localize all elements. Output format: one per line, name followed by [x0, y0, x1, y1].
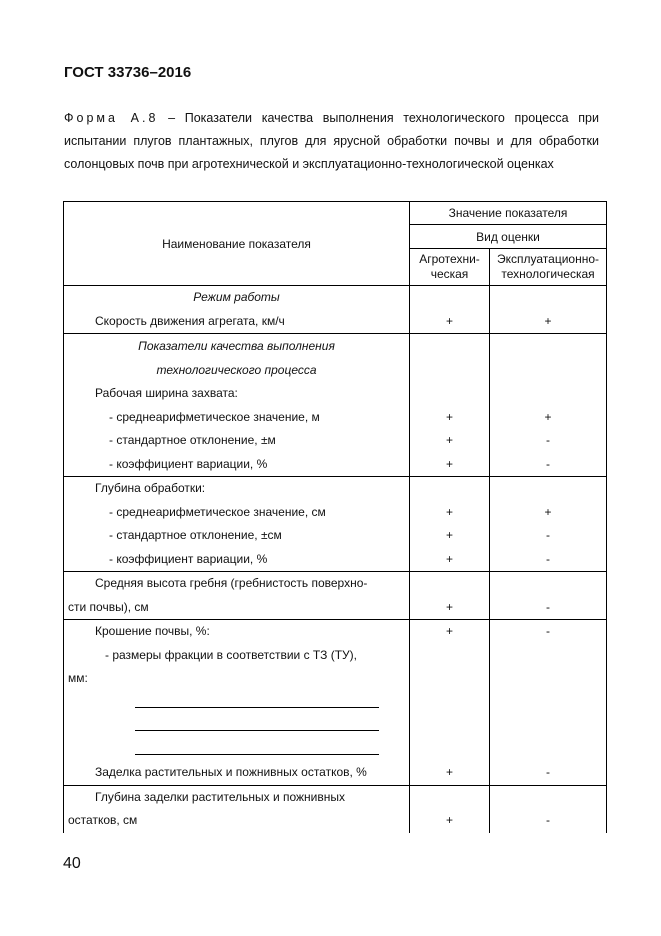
- row-label-line-1: Средняя высота гребня (гребнистость поверхно-: [95, 576, 368, 590]
- operational-mark: -: [546, 599, 550, 614]
- header-agrotechnical-line-2: ческая: [430, 267, 469, 281]
- blank-fill-line: [64, 691, 409, 715]
- operational-mark: -: [546, 528, 550, 542]
- section-title-line-2: технологического процесса: [156, 362, 317, 377]
- form-caption: [64, 107, 599, 176]
- group-label: Глубина обработки:: [95, 481, 206, 495]
- form-caption-text: – Показатели качества выполнения технологического процесса при испытании плугов плантажных, плугов для ярусной обработки почвы и для обработки солонцовых почв при агротехнической и эксплуатационно-технологической оценках: [64, 111, 599, 171]
- agrotechnical-mark: +: [445, 313, 453, 328]
- header-agrotechnical: [410, 249, 490, 286]
- row-label: Крошение почвы, %:: [95, 624, 210, 638]
- row-label: - стандартное отклонение, ±м: [109, 433, 276, 447]
- section-working-width: [64, 334, 607, 477]
- header-indicator-name: Наименование показателя: [64, 202, 410, 286]
- agrotechnical-mark: +: [445, 624, 453, 638]
- operational-mark: -: [546, 624, 550, 638]
- operational-mark: -: [546, 765, 550, 779]
- row-label: - размеры фракции в соответствии с ТЗ (ТУ),: [105, 647, 357, 662]
- header-agrotechnical-line-1: Агротехни-: [419, 252, 480, 266]
- operational-mark: +: [544, 504, 552, 519]
- row-label: - среднеарифметическое значение, м: [109, 409, 320, 424]
- agrotechnical-mark: +: [445, 456, 453, 471]
- header-indicator-value: Значение показателя: [410, 202, 607, 225]
- row-label: - стандартное отклонение, ±см: [109, 528, 282, 542]
- section-incorporation-depth: [64, 785, 607, 833]
- agrotechnical-mark: +: [445, 813, 453, 827]
- row-label: - коэффициент вариации, %: [109, 456, 268, 471]
- operational-mark: -: [546, 433, 550, 447]
- form-label: Форма А.8: [64, 111, 159, 125]
- section-title-line-1: Показатели качества выполнения: [138, 339, 335, 353]
- section-title: Режим работы: [193, 290, 280, 304]
- agrotechnical-mark: +: [445, 528, 453, 542]
- operational-mark: +: [544, 313, 552, 328]
- indicators-table: [63, 201, 607, 833]
- section-soil-crumbling: [64, 620, 607, 786]
- agrotechnical-mark: +: [445, 409, 453, 424]
- page-number: 40: [63, 855, 81, 872]
- agrotechnical-mark: +: [445, 433, 453, 447]
- agrotechnical-mark: +: [445, 599, 453, 614]
- row-label: Скорость движения агрегата, км/ч: [95, 313, 285, 328]
- section-ridge-height: [64, 572, 607, 620]
- document-header: ГОСТ 33736–2016: [64, 64, 192, 81]
- agrotechnical-mark: +: [445, 504, 453, 519]
- row-label: - среднеарифметическое значение, см: [109, 504, 326, 519]
- header-operational-line-2: технологическая: [501, 267, 595, 281]
- operational-mark: -: [546, 456, 550, 471]
- row-label-line-2: остатков, см: [68, 813, 138, 827]
- section-operating-mode: [64, 286, 607, 334]
- agrotechnical-mark: +: [445, 765, 453, 779]
- section-tillage-depth: [64, 477, 607, 572]
- group-label: Рабочая ширина захвата:: [95, 386, 238, 400]
- row-label: мм:: [68, 671, 88, 685]
- blank-fill-line: [64, 738, 409, 762]
- row-label-line-1: Глубина заделки растительных и пожнивных: [95, 789, 345, 804]
- row-label: Заделка растительных и пожнивных остатков, %: [95, 765, 367, 779]
- row-label: - коэффициент вариации, %: [109, 551, 268, 566]
- header-operational: [490, 249, 607, 286]
- header-assessment-kind: Вид оценки: [410, 225, 607, 249]
- blank-fill-line: [64, 714, 409, 738]
- operational-mark: -: [546, 813, 550, 827]
- operational-mark: -: [546, 551, 550, 566]
- row-label-line-2: сти почвы), см: [68, 599, 149, 614]
- header-operational-line-1: Эксплуатационно-: [497, 252, 599, 266]
- operational-mark: +: [544, 409, 552, 424]
- agrotechnical-mark: +: [445, 551, 453, 566]
